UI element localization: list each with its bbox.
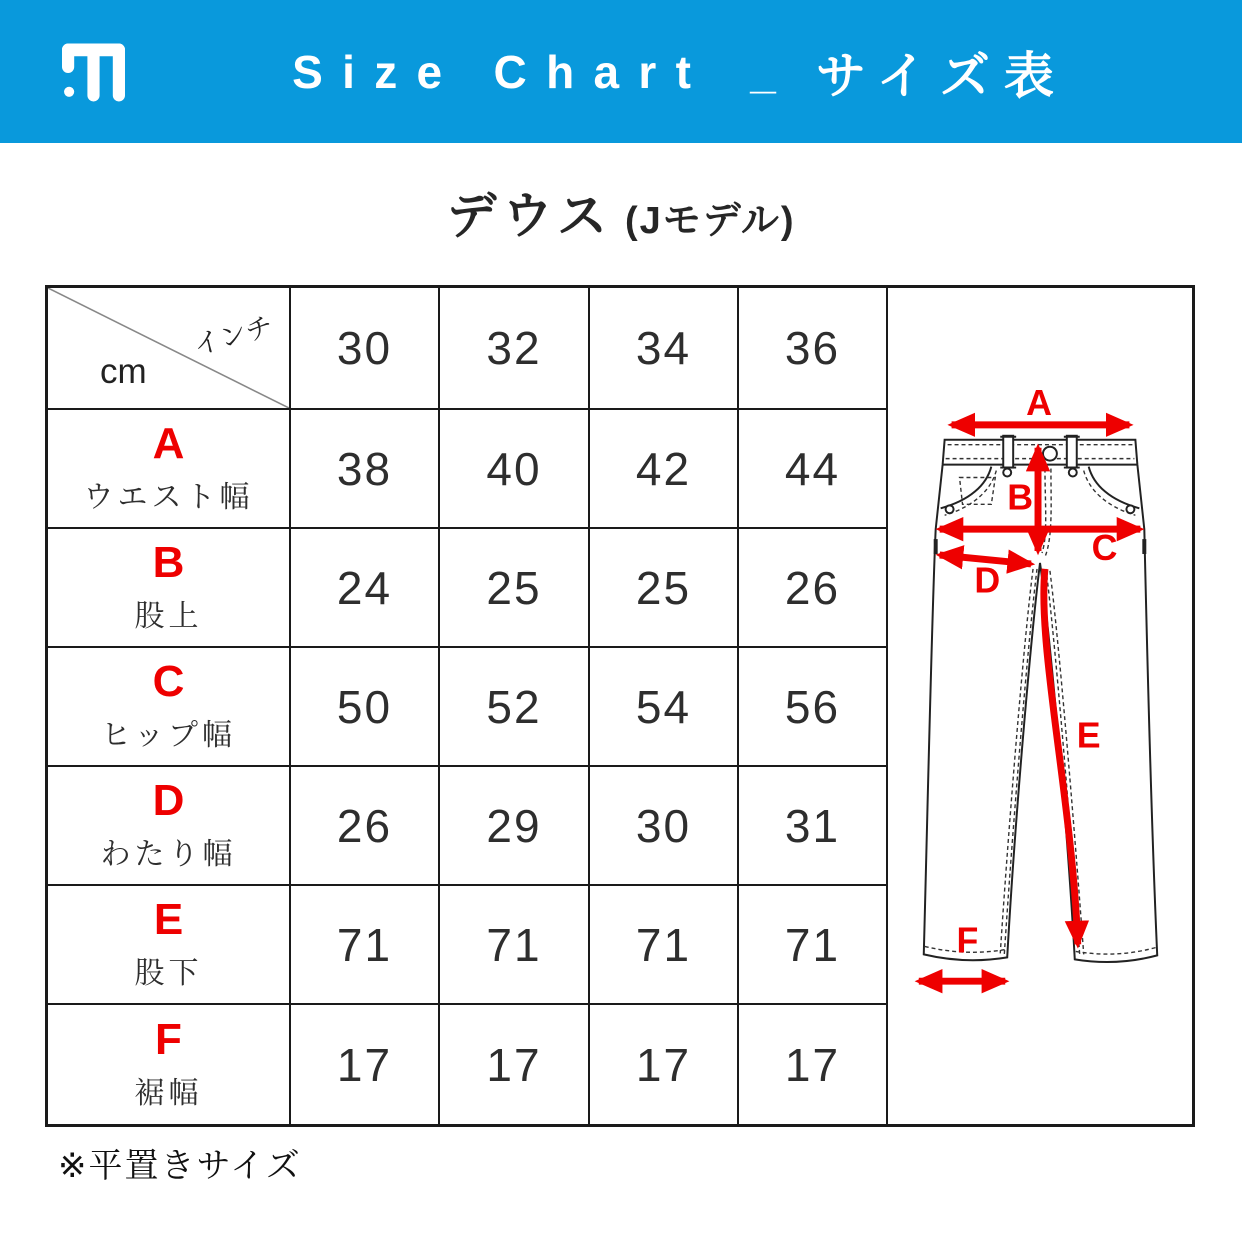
row-label-d: わたり幅 <box>100 837 237 871</box>
row-header-f <box>48 1005 291 1124</box>
diagram-label-f: F <box>956 920 979 961</box>
header-bar <box>0 0 1242 143</box>
diagram-label-a: A <box>1026 382 1052 423</box>
size-col-header-32: 32 <box>440 288 590 410</box>
value-a-34: 42 <box>590 410 739 529</box>
row-label-f: 裾幅 <box>134 1076 203 1110</box>
value-b-34: 25 <box>590 529 739 648</box>
row-header-b <box>48 529 291 648</box>
row-key-f: F <box>155 1015 182 1065</box>
row-key-e: E <box>153 895 184 945</box>
row-header-c <box>48 648 291 767</box>
diagram-label-d: D <box>974 560 1001 601</box>
value-f-36: 17 <box>739 1005 888 1124</box>
value-c-36: 56 <box>739 648 888 767</box>
diagram-label-b: B <box>1007 477 1034 518</box>
value-c-32: 52 <box>440 648 590 767</box>
value-a-36: 44 <box>739 410 888 529</box>
value-c-34: 54 <box>590 648 739 767</box>
product-name: デウス <box>446 188 613 244</box>
value-a-32: 40 <box>440 410 590 529</box>
button <box>1043 447 1057 461</box>
row-key-c: C <box>152 657 185 707</box>
size-col-header-36: 36 <box>739 288 888 410</box>
value-a-30: 38 <box>291 410 440 529</box>
value-b-32: 25 <box>440 529 590 648</box>
product-model: (Jモデル) <box>624 200 796 242</box>
size-col-header-34: 34 <box>590 288 739 410</box>
unit-corner-cell <box>48 288 291 410</box>
row-label-a: ウエスト幅 <box>83 480 254 514</box>
value-e-36: 71 <box>739 886 888 1005</box>
value-d-32: 29 <box>440 767 590 886</box>
value-d-34: 30 <box>590 767 739 886</box>
value-b-30: 24 <box>291 529 440 648</box>
header-title-ja: サイズ表 <box>815 47 1068 104</box>
brand-m-logo <box>62 43 125 103</box>
row-unit-label: cm <box>100 352 147 391</box>
product-title <box>0 176 1242 248</box>
value-d-30: 26 <box>291 767 440 886</box>
header-title-en: Size Chart <box>292 45 711 98</box>
diagram-label-c: C <box>1091 527 1118 568</box>
value-e-32: 71 <box>440 886 590 1005</box>
header-title-separator: _ <box>750 45 776 98</box>
size-col-header-30: 30 <box>291 288 440 410</box>
value-f-32: 17 <box>440 1005 590 1124</box>
row-header-d <box>48 767 291 886</box>
value-c-30: 50 <box>291 648 440 767</box>
value-f-34: 17 <box>590 1005 739 1124</box>
header-title <box>174 36 1068 108</box>
pants-diagram-cell <box>888 288 1192 1124</box>
row-header-e <box>48 886 291 1005</box>
value-e-34: 71 <box>590 886 739 1005</box>
column-unit-label: インチ <box>190 310 277 361</box>
value-d-36: 31 <box>739 767 888 886</box>
value-e-30: 71 <box>291 886 440 1005</box>
size-table <box>45 285 1195 1127</box>
value-b-36: 26 <box>739 529 888 648</box>
diagram-label-e: E <box>1076 715 1101 756</box>
pants-diagram <box>888 288 1192 1124</box>
row-key-a: A <box>152 419 185 469</box>
row-label-e: 股下 <box>134 956 203 990</box>
row-label-b: 股上 <box>134 599 203 633</box>
row-label-c: ヒップ幅 <box>100 718 237 752</box>
value-f-30: 17 <box>291 1005 440 1124</box>
footnote: ※平置きサイズ <box>58 1147 302 1185</box>
row-key-d: D <box>152 776 185 826</box>
row-header-a <box>48 410 291 529</box>
row-key-b: B <box>152 538 185 588</box>
